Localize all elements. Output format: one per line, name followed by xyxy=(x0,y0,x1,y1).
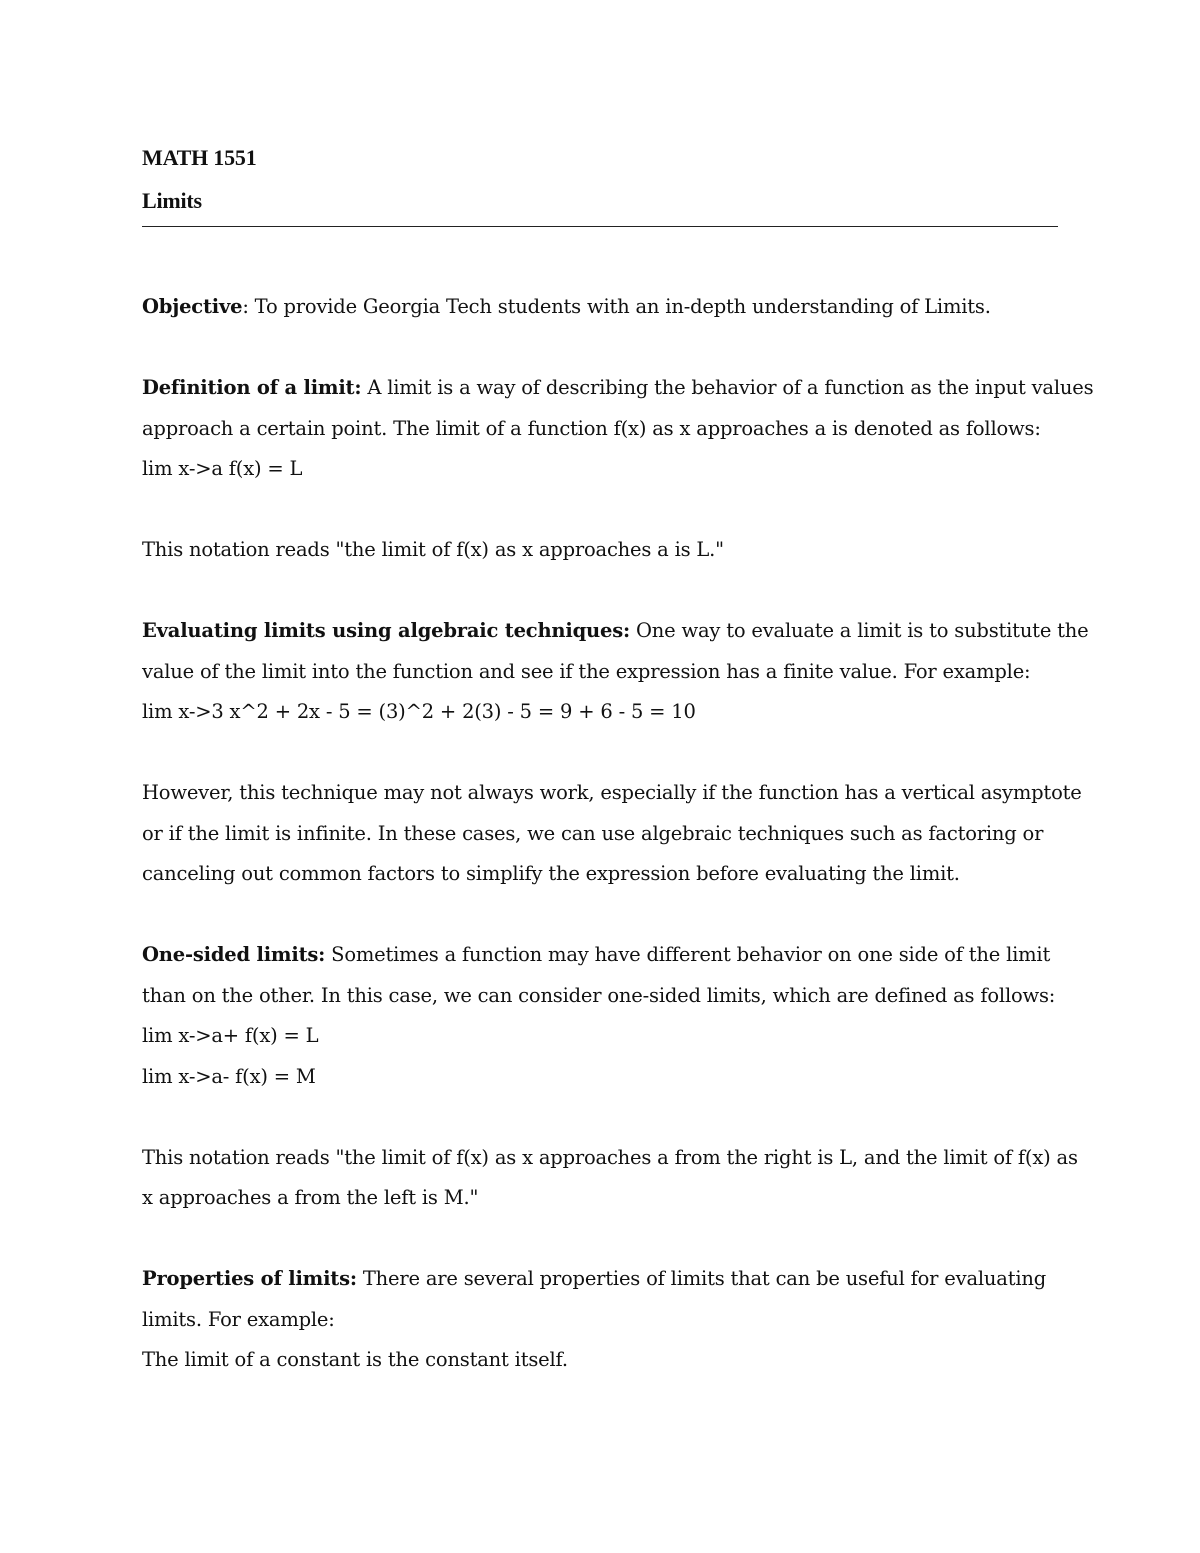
notation-note-paragraph xyxy=(142,530,1062,571)
one-sided-note-line-2: x approaches a from the left is M." xyxy=(142,1186,479,1209)
notation-note-line: This notation reads "the limit of f(x) as x approaches a is L." xyxy=(142,538,724,561)
however-paragraph xyxy=(142,773,1082,895)
one-sided-line-2: than on the other. In this case, we can consider one-sided limits, which are defined as follows: xyxy=(142,983,1056,1007)
algebraic-line-2: value of the limit into the function and see if the expression has a finite value. For example: xyxy=(142,659,1031,683)
properties-term: Properties of limits: xyxy=(142,1267,357,1290)
document-body xyxy=(142,141,1094,1421)
one-sided-note-paragraph xyxy=(142,1138,1078,1219)
algebraic-paragraph xyxy=(142,611,1089,733)
definition-line-2: approach a certain point. The limit of a function f(x) as x approaches a is denoted as follows: xyxy=(142,416,1041,440)
objective-paragraph xyxy=(142,287,1062,328)
definition-line-1 xyxy=(142,368,1094,409)
one-sided-formula-left: lim x->a- f(x) = M xyxy=(142,1064,316,1088)
course-title: MATH 1551 xyxy=(142,145,257,170)
definition-formula: lim x->a f(x) = L xyxy=(142,457,303,480)
objective-text: : To provide Georgia Tech students with an in-depth understanding of Limits. xyxy=(242,295,991,318)
definition-paragraph xyxy=(142,368,1094,490)
objective-term: Objective xyxy=(142,295,243,318)
however-line-3: canceling out common factors to simplify the expression before evaluating the limit. xyxy=(142,862,960,885)
algebraic-formula: lim x->3 x^2 + 2x - 5 = (3)^2 + 2(3) - 5 = 9 + 6 - 5 = 10 xyxy=(142,700,696,723)
algebraic-line-1 xyxy=(142,611,1089,652)
however-line-2: or if the limit is infinite. In these cases, we can use algebraic techniques such as factoring or xyxy=(142,821,1044,845)
definition-term: Definition of a limit: xyxy=(142,376,362,399)
properties-line-3: The limit of a constant is the constant itself. xyxy=(142,1348,568,1371)
properties-text-1: There are several properties of limits that can be useful for evaluating xyxy=(356,1267,1047,1290)
one-sided-text-1: Sometimes a function may have different behavior on one side of the limit xyxy=(325,943,1051,966)
algebraic-term: Evaluating limits using algebraic techniques: xyxy=(142,619,631,642)
however-line-1: However, this technique may not always work, especially if the function has a vertical asymptote xyxy=(142,781,1082,804)
one-sided-line-1 xyxy=(142,935,1062,976)
properties-paragraph xyxy=(142,1259,1062,1381)
definition-text-1: A limit is a way of describing the behavior of a function as the input values xyxy=(361,376,1094,399)
one-sided-formula-right: lim x->a+ f(x) = L xyxy=(142,1024,319,1047)
one-sided-note-line-1: This notation reads "the limit of f(x) as x approaches a from the right is L, and the limit of f(x) as xyxy=(142,1145,1078,1169)
algebraic-text-1: One way to evaluate a limit is to substitute the xyxy=(630,619,1089,642)
topic-title: Limits xyxy=(142,188,202,213)
header-divider xyxy=(142,226,1058,227)
properties-line-2: limits. For example: xyxy=(142,1307,335,1331)
properties-line-1 xyxy=(142,1259,1062,1300)
one-sided-term: One-sided limits: xyxy=(142,943,326,966)
one-sided-paragraph xyxy=(142,935,1062,1097)
objective-line xyxy=(142,287,1062,328)
